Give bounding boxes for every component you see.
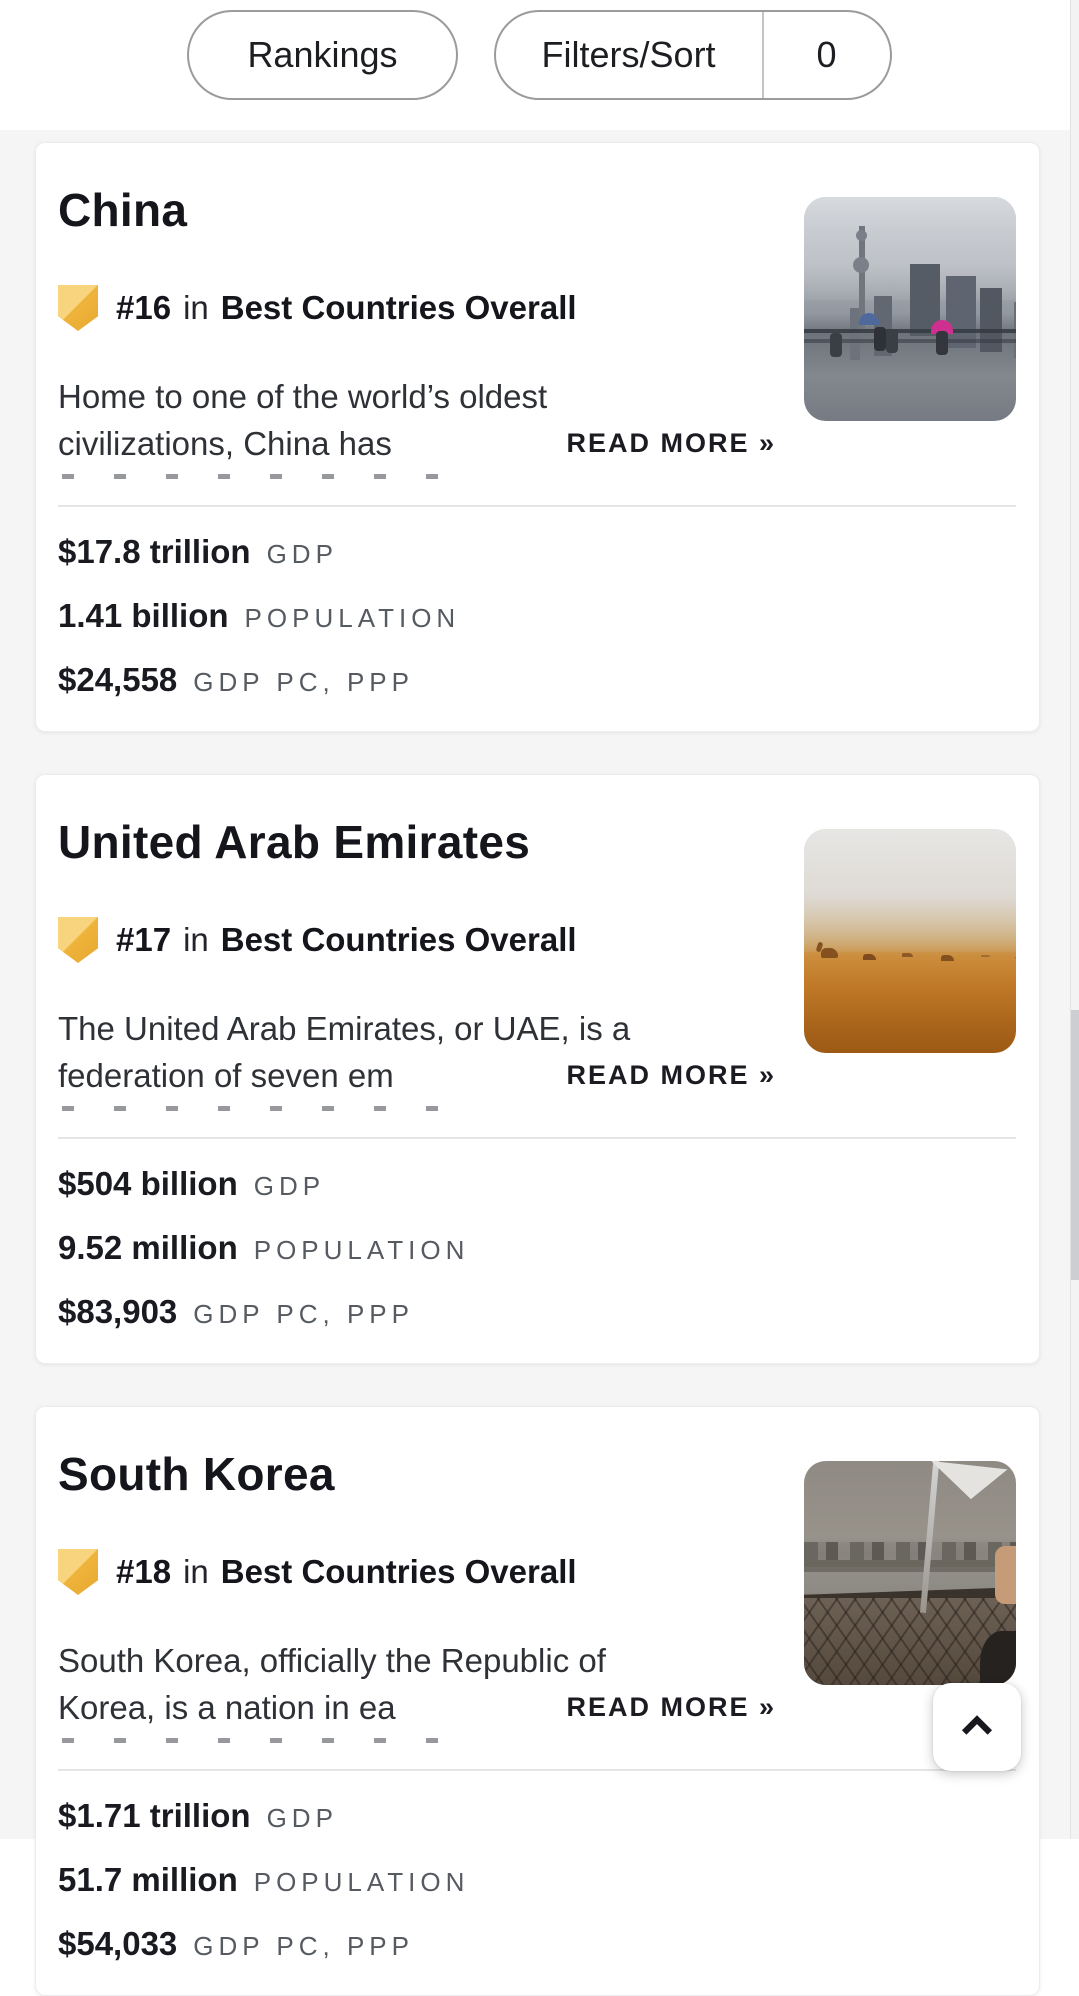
stat-row-population (58, 597, 1016, 635)
stat-value: $17.8 trillion (58, 533, 251, 570)
rankings-button-label: Rankings (247, 34, 398, 75)
stat-value: $1.71 trillion (58, 1797, 251, 1834)
stat-label: GDP PC, PPP (193, 1299, 414, 1329)
clipped-text-line (62, 1106, 466, 1111)
gold-shield-badge-icon (58, 917, 98, 963)
description-line-1: Home to one of the world’s oldest (58, 378, 548, 415)
stat-row-gdp-pc (58, 661, 1016, 699)
photo-haze-layer (804, 829, 1016, 952)
scrollbar-thumb[interactable] (1071, 1010, 1079, 1280)
photo-bridge (804, 1560, 1016, 1567)
filters-sort-button[interactable] (494, 10, 892, 100)
rank-link[interactable] (58, 285, 780, 331)
gold-shield-badge-icon (58, 1549, 98, 1595)
rank-category: Best Countries Overall (220, 921, 577, 958)
card-divider (58, 1137, 1016, 1139)
stat-row-gdp-pc (58, 1293, 1016, 1331)
stat-label: POPULATION (253, 1235, 470, 1265)
top-bar (0, 0, 1079, 130)
scrollbar-track (1070, 0, 1079, 1839)
card-divider (58, 1769, 1016, 1771)
rank-connector: in (183, 289, 209, 326)
card-head (58, 183, 1016, 479)
description-line-2: federation of seven em (58, 1057, 394, 1094)
country-card-south-korea (35, 1406, 1040, 1996)
description-line-2-wrap (58, 1052, 780, 1099)
country-title[interactable]: United Arab Emirates (58, 816, 531, 868)
read-more-link[interactable]: READ MORE » (446, 420, 776, 467)
chevron-up-icon (955, 1705, 999, 1749)
stat-row-gdp (58, 1797, 1016, 1835)
stat-value: 9.52 million (58, 1229, 238, 1266)
photo-blue-umbrella (859, 313, 879, 325)
stat-row-gdp-pc (58, 1925, 1016, 1963)
rank-category: Best Countries Overall (220, 1553, 577, 1590)
rank-category: Best Countries Overall (220, 289, 577, 326)
read-more-link[interactable]: READ MORE » (446, 1052, 776, 1099)
country-stats (58, 1797, 1016, 1963)
stat-value: $54,033 (58, 1925, 178, 1962)
photo-hand (995, 1546, 1016, 1604)
photo-pink-umbrella (931, 320, 953, 334)
country-description (58, 1637, 780, 1743)
description-line-2: civilizations, China has (58, 425, 392, 462)
photo-pedestrians (874, 327, 886, 351)
card-divider (58, 505, 1016, 507)
country-photo-south-korea[interactable] (804, 1461, 1016, 1685)
stat-value: $504 billion (58, 1165, 238, 1202)
card-head (58, 815, 1016, 1111)
description-line-1: The United Arab Emirates, or UAE, is a (58, 1010, 631, 1047)
description-line-2: Korea, is a nation in ea (58, 1689, 396, 1726)
country-card-uae (35, 774, 1040, 1364)
country-description (58, 1005, 780, 1111)
stat-label: GDP (266, 1803, 338, 1833)
rank-number: #18 (116, 1553, 172, 1590)
stat-value: $24,558 (58, 661, 178, 698)
photo-railing (804, 329, 1016, 333)
country-card-list (0, 130, 1079, 1996)
stat-value: $83,903 (58, 1293, 178, 1330)
stat-label: GDP (253, 1171, 326, 1201)
stat-row-gdp (58, 533, 1016, 571)
description-line-2-wrap (58, 420, 780, 467)
country-photo-uae[interactable] (804, 829, 1016, 1053)
rank-connector: in (183, 1553, 209, 1590)
photo-city-skyline (804, 1542, 1016, 1560)
clipped-text-line (62, 474, 466, 479)
stat-label: GDP PC, PPP (193, 667, 414, 697)
rank-link[interactable] (58, 1549, 780, 1595)
clipped-text-line (62, 1738, 466, 1743)
stat-value: 1.41 billion (58, 597, 229, 634)
stat-value: 51.7 million (58, 1861, 238, 1898)
stat-row-gdp (58, 1165, 1016, 1203)
card-head (58, 1447, 1016, 1743)
stat-label: POPULATION (244, 603, 461, 633)
stat-label: POPULATION (253, 1867, 470, 1897)
photo-camel-caravan (821, 948, 838, 958)
country-stats (58, 533, 1016, 699)
description-line-2-wrap (58, 1684, 780, 1731)
gold-shield-badge-icon (58, 285, 98, 331)
scroll-to-top-button[interactable] (933, 1683, 1021, 1771)
rank-link[interactable] (58, 917, 780, 963)
photo-flag (931, 1461, 1007, 1499)
description-line-1: South Korea, officially the Republic of (58, 1642, 606, 1679)
rank-number: #17 (116, 921, 172, 958)
stat-row-population (58, 1861, 1016, 1899)
filters-count-badge: 0 (762, 12, 890, 98)
country-card-china (35, 142, 1040, 732)
stat-row-population (58, 1229, 1016, 1267)
country-photo-china[interactable] (804, 197, 1016, 421)
stat-label: GDP PC, PPP (193, 1931, 414, 1961)
country-title[interactable]: China (58, 184, 188, 236)
read-more-link[interactable]: READ MORE » (446, 1684, 776, 1731)
card-text-column (58, 815, 780, 1111)
stat-label: GDP (266, 539, 338, 569)
country-title[interactable]: South Korea (58, 1448, 335, 1500)
rank-connector: in (183, 921, 209, 958)
card-text-column (58, 183, 780, 479)
country-stats (58, 1165, 1016, 1331)
rank-number: #16 (116, 289, 172, 326)
card-text-column (58, 1447, 780, 1743)
country-description (58, 373, 780, 479)
rankings-button[interactable] (187, 10, 457, 100)
filters-sort-label: Filters/Sort (541, 34, 716, 75)
